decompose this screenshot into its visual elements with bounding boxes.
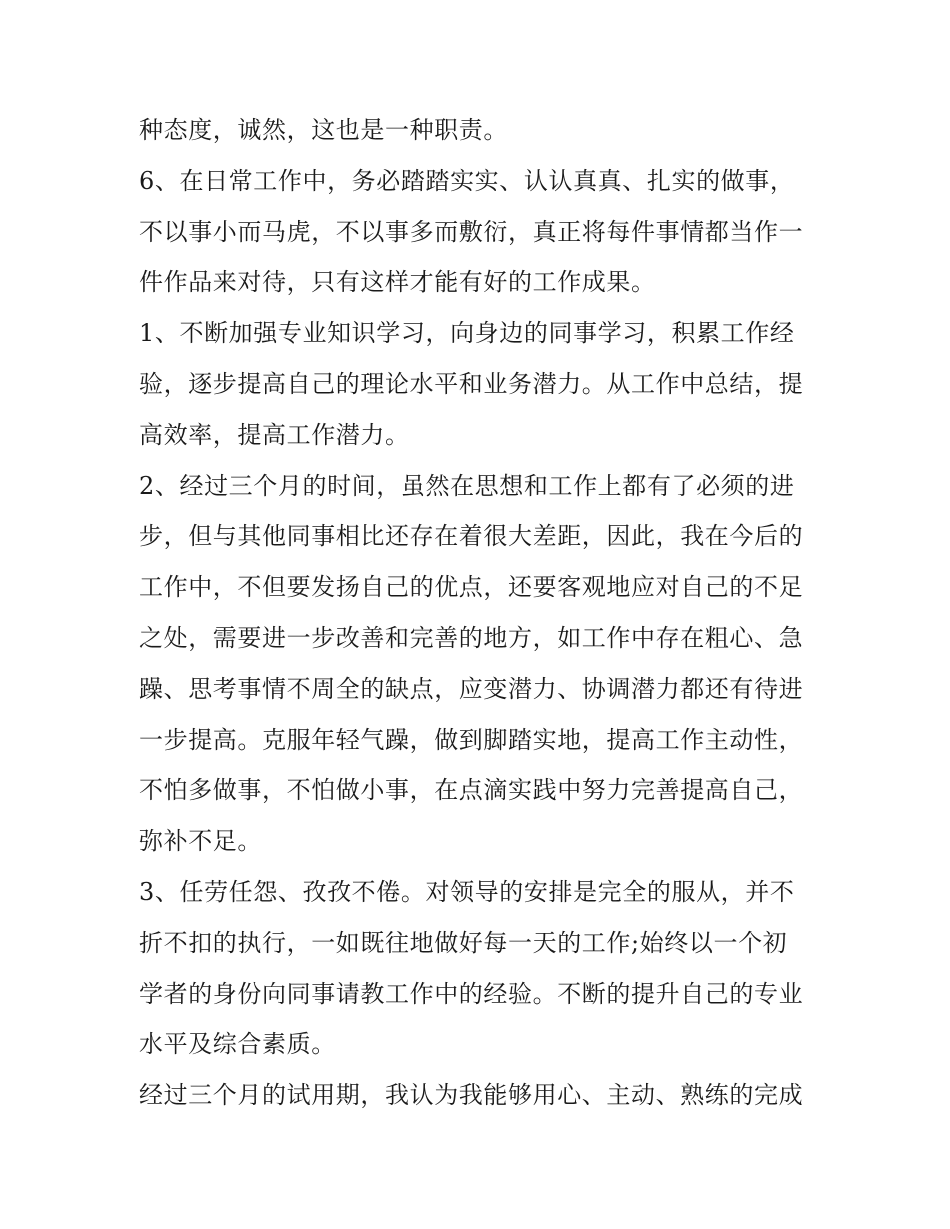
text-line: 不怕多做事，不怕做小事，在点滴实践中努力完善提高自己， [139, 776, 804, 805]
text-line: 2、经过三个月的时间，虽然在思想和工作上都有了必须的进 [139, 471, 795, 500]
text-line: 之处，需要进一步改善和完善的地方，如工作中存在粗心、急 [139, 623, 804, 652]
text-line: 工作中，不但要发扬自己的优点，还要客观地应对自己的不足 [139, 573, 804, 602]
text-line: 一步提高。克服年轻气躁，做到脚踏实地，提高工作主动性， [139, 725, 804, 754]
text-line: 折不扣的执行，一如既往地做好每一天的工作;始终以一个初 [139, 928, 788, 957]
text-line: 3、任劳任怨、孜孜不倦。对领导的安排是完全的服从，并不 [139, 877, 795, 906]
document-body [139, 105, 814, 1121]
text-line: 弥补不足。 [139, 827, 262, 856]
text-line: 水平及综合素质。 [139, 1030, 336, 1059]
text-line: 种态度，诚然，这也是一种职责。 [139, 116, 508, 144]
text-line: 1、不断加强专业知识学习，向身边的同事学习，积累工作经 [139, 319, 795, 348]
text-line: 经过三个月的试用期，我认为我能够用心、主动、熟练的完成 [139, 1081, 804, 1110]
text-line: 学者的身份向同事请教工作中的经验。不断的提升自己的专业 [139, 979, 804, 1008]
text-line: 步，但与其他同事相比还存在着很大差距，因此，我在今后的 [139, 522, 804, 551]
text-line: 验，逐步提高自己的理论水平和业务潜力。从工作中总结，提 [139, 369, 804, 398]
text-line: 高效率，提高工作潜力。 [139, 420, 410, 449]
text-line: 件作品来对待，只有这样才能有好的工作成果。 [139, 268, 656, 297]
text-line: 6、在日常工作中，务必踏踏实实、认认真真、扎实的做事， [139, 166, 795, 195]
text-line: 躁、思考事情不周全的缺点，应变潜力、协调潜力都还有待进 [139, 674, 804, 703]
text-line: 不以事小而马虎，不以事多而敷衍，真正将每件事情都当作一 [139, 217, 804, 246]
